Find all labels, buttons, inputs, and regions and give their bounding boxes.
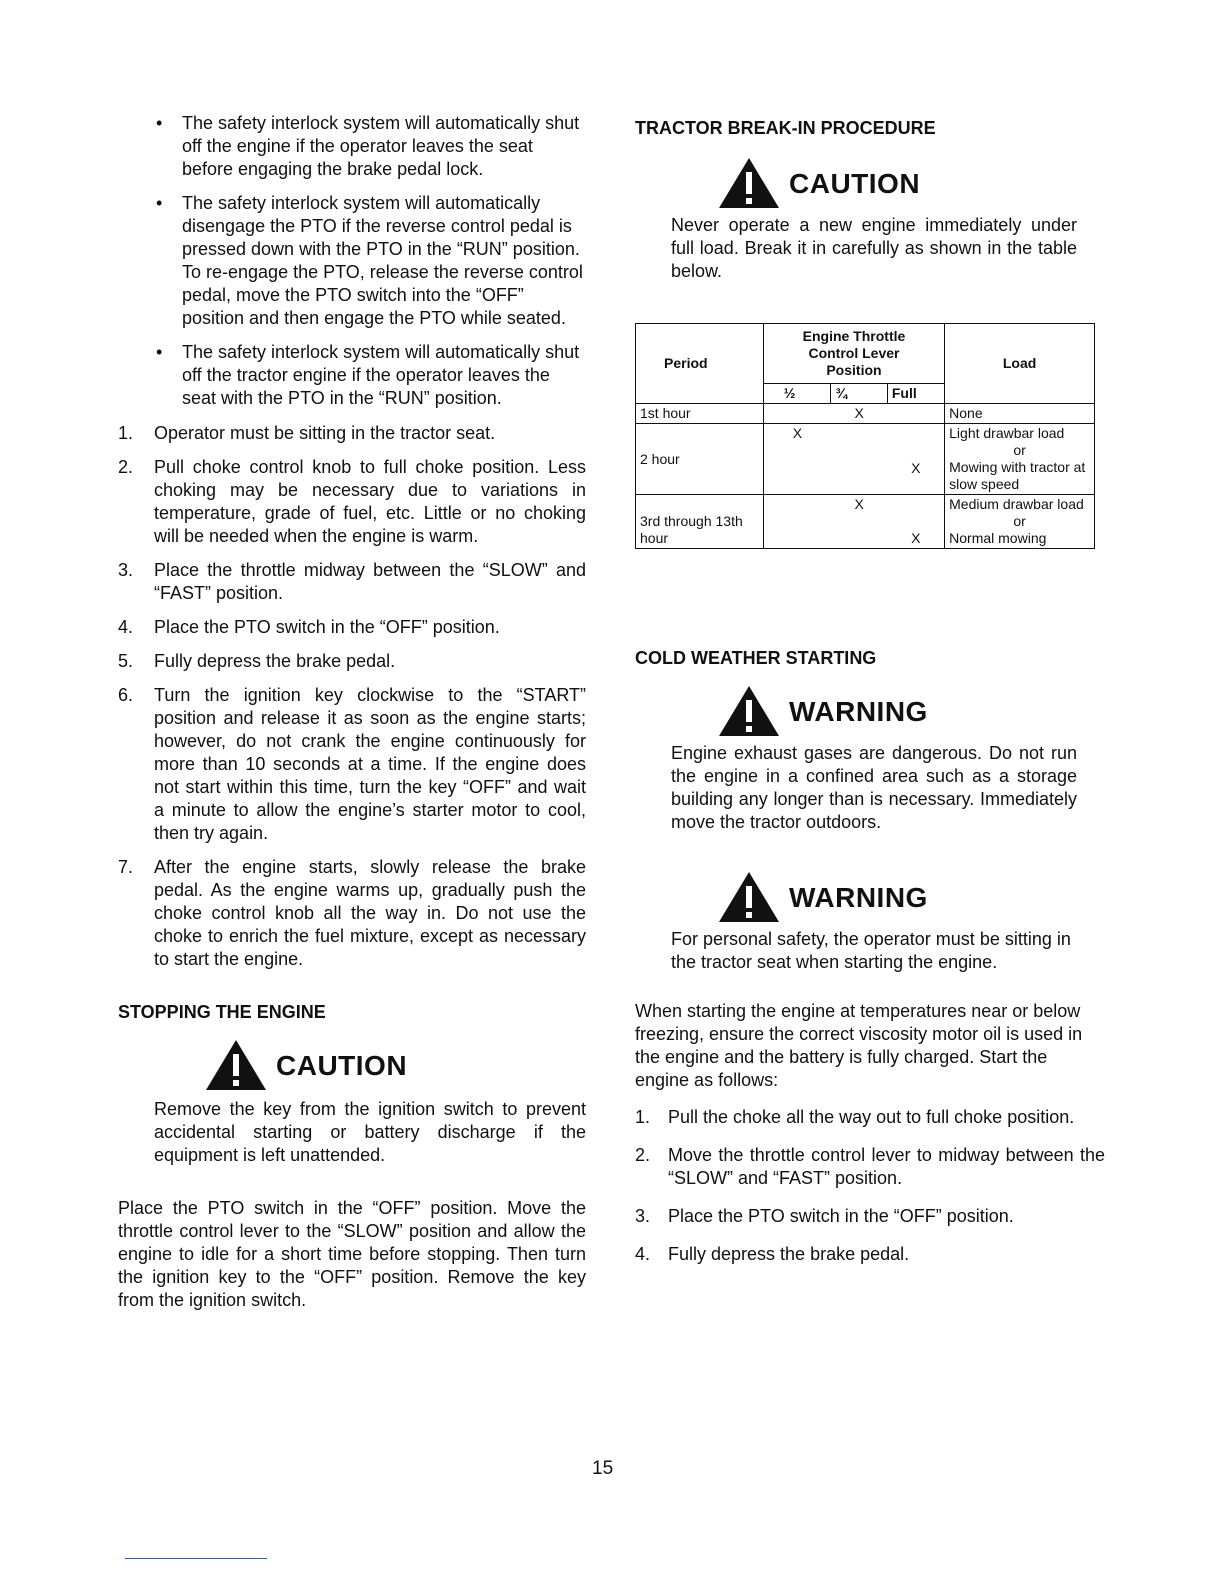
three-quarter-cell: X xyxy=(831,404,887,424)
load-primary: Medium drawbar load xyxy=(949,496,1084,512)
step-text: Fully depress the brake pedal. xyxy=(154,651,396,671)
header-throttle: Engine Throttle Control Lever Position xyxy=(763,324,944,384)
bullet-mark: • xyxy=(156,193,163,213)
header-half: ½ xyxy=(763,384,831,404)
step-text: Fully depress the brake pedal. xyxy=(668,1244,910,1264)
step-text: Turn the ignition key clockwise to the “START” position and release it as soon as the engine starts; however, do not crank the engine continuously for more than 10 seconds at a time. If the engine does not start within this time, turn the key “OFF” and wait a minute to allow the engine’s starter motor to cool, then try again. xyxy=(154,685,586,843)
header-three-quarter: ¾ xyxy=(831,384,887,404)
step-text: Pull choke control knob to full choke position. Less choking may be necessary due to variations in temperature, grade of fuel, etc. Little or no choking will be needed when the engine is warm. xyxy=(154,457,586,546)
load-primary: Light drawbar load xyxy=(949,425,1065,441)
stopping-body: Place the PTO switch in the “OFF” position. Move the throttle control lever to the “SLOW” position and allow the engine to idle for a short time before stopping. Then turn the ignition key to the “OFF” position. Remove the key from the ignition switch. xyxy=(118,1198,586,1310)
header-load: Load xyxy=(945,324,1095,404)
step-number: 1. xyxy=(635,1107,651,1127)
half-cell xyxy=(763,495,831,549)
section-heading: COLD WEATHER STARTING xyxy=(635,648,877,668)
warning-text: For personal safety, the operator must be sitting in the tractor seat when starting the engine. xyxy=(671,929,1071,972)
section-heading: STOPPING THE ENGINE xyxy=(118,1002,326,1022)
full-cell xyxy=(887,404,944,424)
step-number: 4. xyxy=(635,1244,651,1264)
period-cell: 1st hour xyxy=(636,404,764,424)
load-or: or xyxy=(1013,513,1026,529)
break-in-table xyxy=(635,323,1095,549)
step-item xyxy=(635,1243,1105,1266)
step-number: 6. xyxy=(118,685,134,705)
step-text: After the engine starts, slowly release the brake pedal. As the engine warms up, gradually push the choke control knob all the way in. Do not use the choke to enrich the fuel mixture, except as necessary to start the engine. xyxy=(154,857,586,969)
section-heading: TRACTOR BREAK-IN PROCEDURE xyxy=(635,118,936,138)
step-item xyxy=(118,684,586,845)
alert-word: WARNING xyxy=(789,881,928,913)
footer-rule xyxy=(125,1558,267,1559)
warning-alert xyxy=(717,684,1105,738)
bullet-text: The safety interlock system will automatically disengage the PTO if the reverse control pedal is pressed down with the PTO in the “RUN” position. To re-engage the PTO, release the reverse control pedal, move the PTO switch into the “OFF” position and then engage the PTO while seated. xyxy=(182,193,583,328)
step-item xyxy=(118,559,586,605)
step-text: Operator must be sitting in the tractor seat. xyxy=(154,423,496,443)
step-item xyxy=(118,616,586,639)
full-cell: X xyxy=(887,424,944,495)
step-item xyxy=(118,856,586,971)
bullet-mark: • xyxy=(156,342,163,362)
step-number: 3. xyxy=(118,560,134,580)
step-text: Move the throttle control lever to midway between the “SLOW” and “FAST” position. xyxy=(668,1145,1105,1188)
left-column xyxy=(118,112,586,1312)
load-alternative: Mowing with tractor at slow speed xyxy=(949,459,1086,492)
load-or: or xyxy=(1013,442,1026,458)
three-quarter-cell xyxy=(831,424,887,495)
table-row xyxy=(636,424,1095,495)
right-column xyxy=(635,117,1105,1277)
full-cell: X xyxy=(887,495,944,549)
step-number: 2. xyxy=(635,1145,651,1165)
load-cell: None xyxy=(945,404,1095,424)
caution-alert xyxy=(717,156,1105,210)
three-quarter-cell: X xyxy=(831,495,887,549)
warning-triangle-icon xyxy=(717,684,781,738)
step-item xyxy=(635,1106,1105,1129)
half-cell: X xyxy=(763,424,831,495)
step-item xyxy=(118,650,586,673)
alert-word: WARNING xyxy=(789,695,928,727)
period-cell: 2 hour xyxy=(636,424,764,495)
table-row xyxy=(636,404,1095,424)
load-alternative: Normal mowing xyxy=(949,530,1047,546)
header-full: Full xyxy=(887,384,944,404)
bullet-item xyxy=(118,341,586,410)
step-number: 5. xyxy=(118,651,134,671)
step-item xyxy=(118,422,586,445)
step-text: Place the PTO switch in the “OFF” position. xyxy=(154,617,500,637)
bullet-item xyxy=(118,192,586,330)
load-cell xyxy=(945,424,1095,495)
bullet-item xyxy=(118,112,586,181)
warning-text: Engine exhaust gases are dangerous. Do not run the engine in a confined area such as a storage building any longer than is necessary. Immediately move the tractor outdoors. xyxy=(671,743,1077,832)
step-item xyxy=(635,1205,1105,1228)
half-cell xyxy=(763,404,831,424)
bullet-mark: • xyxy=(156,113,163,133)
warning-triangle-icon xyxy=(204,1038,268,1092)
step-number: 2. xyxy=(118,457,134,477)
step-number: 4. xyxy=(118,617,134,637)
step-text: Place the PTO switch in the “OFF” position. xyxy=(668,1206,1014,1226)
step-number: 3. xyxy=(635,1206,651,1226)
warning-alert xyxy=(717,870,1105,924)
warning-triangle-icon xyxy=(717,870,781,924)
alert-word: CAUTION xyxy=(789,167,921,199)
alert-word: CAUTION xyxy=(276,1049,408,1081)
bullet-text: The safety interlock system will automatically shut off the tractor engine if the operator leaves the seat with the PTO in the “RUN” position. xyxy=(182,342,580,408)
step-number: 7. xyxy=(118,857,134,877)
caution-alert xyxy=(204,1038,586,1092)
page-number: 15 xyxy=(592,1458,614,1479)
step-text: Place the throttle midway between the “SLOW” and “FAST” position. xyxy=(154,560,586,603)
step-item xyxy=(118,456,586,548)
caution-text: Never operate a new engine immediately under full load. Break it in carefully as shown in the table below. xyxy=(671,215,1077,281)
caution-text: Remove the key from the ignition switch to prevent accidental starting or battery discharge if the equipment is left unattended. xyxy=(154,1099,586,1165)
load-cell xyxy=(945,495,1095,549)
cold-intro: When starting the engine at temperatures near or below freezing, ensure the correct viscosity motor oil is used in the engine and the battery is fully charged. Start the engine as follows: xyxy=(635,1001,1083,1090)
step-item xyxy=(635,1144,1105,1190)
table-row xyxy=(636,495,1095,549)
period-cell: 3rd through 13th hour xyxy=(636,495,764,549)
bullet-text: The safety interlock system will automatically shut off the engine if the operator leaves the seat before engaging the brake pedal lock. xyxy=(182,113,580,179)
step-text: Pull the choke all the way out to full choke position. xyxy=(668,1107,1075,1127)
header-period: Period xyxy=(636,324,764,404)
warning-triangle-icon xyxy=(717,156,781,210)
step-number: 1. xyxy=(118,423,134,443)
